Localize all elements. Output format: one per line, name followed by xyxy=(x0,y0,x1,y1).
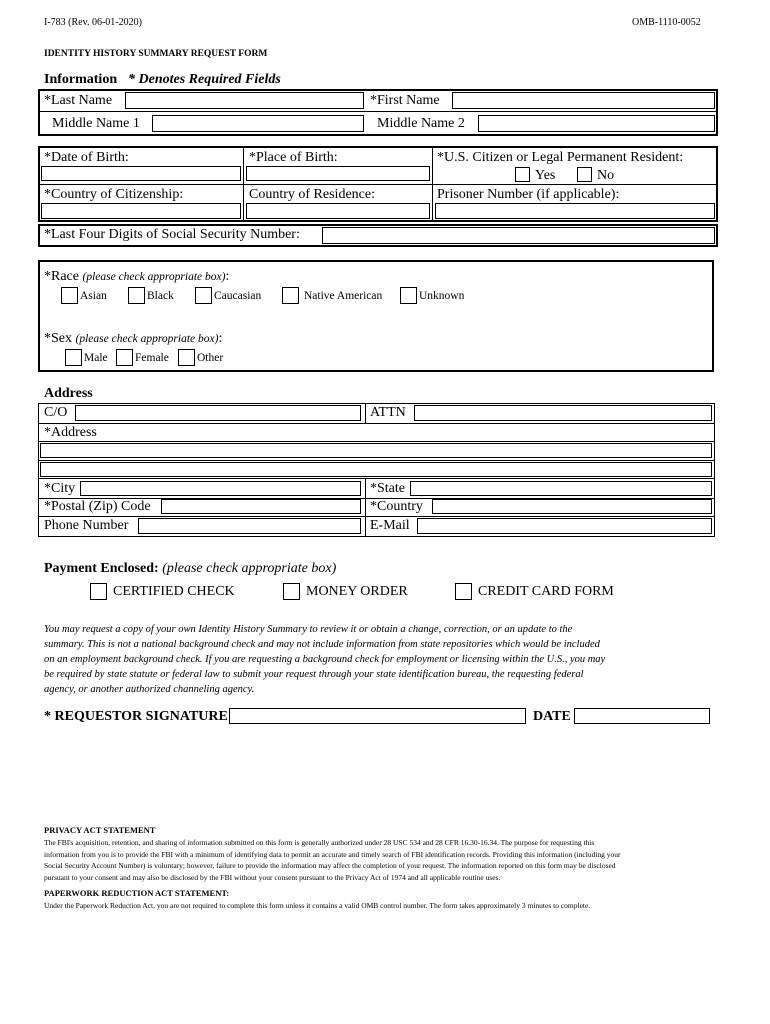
notice-line: be required by state statute or federal law to submit your request through your state identification bureau, the requesting federal xyxy=(44,669,584,680)
race-caucasian-checkbox[interactable] xyxy=(195,287,212,304)
dob-input[interactable] xyxy=(41,166,241,181)
race-asian-label: Asian xyxy=(80,290,107,302)
email-input[interactable] xyxy=(417,518,712,534)
sex-other-checkbox[interactable] xyxy=(178,349,195,366)
sex-other-label: Other xyxy=(197,352,224,364)
sex-hint: (please check appropriate box) xyxy=(75,333,219,345)
citizen-no-checkbox[interactable] xyxy=(577,167,592,182)
privacy-line: pursuant to your consent and may also be disclosed by the FBI without your consent pursuant to the Privacy Act of 1974 and all applicable routine uses. xyxy=(44,872,501,882)
payment-hint: (please check appropriate box) xyxy=(162,561,337,576)
place-of-birth-input[interactable] xyxy=(246,166,430,181)
attn-input[interactable] xyxy=(414,405,712,421)
email-label: E-Mail xyxy=(370,518,410,533)
race-unknown-checkbox[interactable] xyxy=(400,287,417,304)
privacy-text xyxy=(44,837,734,883)
country-residence-input[interactable] xyxy=(246,203,430,219)
credit-card-form-checkbox[interactable] xyxy=(455,583,472,600)
credit-card-form-label: CREDIT CARD FORM xyxy=(478,584,614,599)
paperwork-text: Under the Paperwork Reduction Act, you are not required to complete this form unless it contains a valid OMB control number. The form takes approximately 3 minutes to complete. xyxy=(44,901,591,910)
info-heading: Information xyxy=(44,72,118,87)
postal-input[interactable] xyxy=(161,499,361,514)
race-caucasian-label: Caucasian xyxy=(214,290,262,302)
city-label: *City xyxy=(44,481,76,496)
middle-name-1-input[interactable] xyxy=(152,115,364,132)
signature-label: * REQUESTOR SIGNATURE xyxy=(44,709,228,724)
privacy-title: PRIVACY ACT STATEMENT xyxy=(44,825,156,835)
race-colon: : xyxy=(225,269,230,284)
ssn-label: *Last Four Digits of Social Security Number: xyxy=(44,227,300,242)
required-note: * Denotes Required Fields xyxy=(128,72,281,87)
postal-label: *Postal (Zip) Code xyxy=(44,499,151,514)
date-label: DATE xyxy=(533,709,571,724)
middle-name-2-input[interactable] xyxy=(478,115,715,132)
citizen-no-label: No xyxy=(597,168,615,183)
notice-line: agency, or another authorized channeling agency. xyxy=(44,684,255,695)
phone-label: Phone Number xyxy=(44,518,129,533)
country-label: *Country xyxy=(370,499,423,514)
race-native-american-checkbox[interactable] xyxy=(282,287,299,304)
race-unknown-label: Unknown xyxy=(419,290,465,302)
privacy-line: information from you is to provide the FBI with a minimum of identifying data to permit an accurate and timely search of FBI identification records. Providing this information (including your xyxy=(44,849,621,859)
sex-male-label: Male xyxy=(84,352,108,364)
dob-label: *Date of Birth: xyxy=(44,150,129,165)
signature-input[interactable] xyxy=(229,708,526,724)
address-line-2-input[interactable] xyxy=(40,462,712,477)
sex-colon: : xyxy=(218,331,223,346)
country-residence-label: Country of Residence: xyxy=(249,187,375,202)
state-input[interactable] xyxy=(410,481,712,496)
state-label: *State xyxy=(370,481,405,496)
citizen-label: *U.S. Citizen or Legal Permanent Resident: xyxy=(437,150,684,165)
paperwork-title: PAPERWORK REDUCTION ACT STATEMENT: xyxy=(44,888,230,898)
race-black-checkbox[interactable] xyxy=(128,287,145,304)
sex-female-checkbox[interactable] xyxy=(116,349,133,366)
sex-label-group xyxy=(44,331,222,347)
country-citizenship-input[interactable] xyxy=(41,203,241,219)
payment-label: Payment Enclosed: xyxy=(44,561,159,576)
place-of-birth-label: *Place of Birth: xyxy=(249,150,338,165)
co-label: C/O xyxy=(44,405,68,420)
country-input[interactable] xyxy=(432,499,712,514)
prisoner-number-label: Prisoner Number (if applicable): xyxy=(437,187,620,202)
sex-label: *Sex xyxy=(44,331,72,346)
certified-check-label: CERTIFIED CHECK xyxy=(113,584,235,599)
payment-group xyxy=(44,561,336,577)
certified-check-checkbox[interactable] xyxy=(90,583,107,600)
citizen-yes-checkbox[interactable] xyxy=(515,167,530,182)
citizen-yes-label: Yes xyxy=(535,168,556,183)
race-black-label: Black xyxy=(147,290,174,302)
money-order-checkbox[interactable] xyxy=(283,583,300,600)
omb-number: OMB-1110-0052 xyxy=(632,17,701,28)
middle-name-1-label: Middle Name 1 xyxy=(52,116,140,131)
privacy-line: The FBI's acquisition, retention, and sharing of information submitted on this form is generally authorized under 28 USC 534 and 28 CFR 16.30-16.34. The purpose for requesting this xyxy=(44,838,595,847)
last-name-input[interactable] xyxy=(125,92,364,109)
form-title: IDENTITY HISTORY SUMMARY REQUEST FORM xyxy=(44,49,268,59)
race-native-american-label: Native American xyxy=(304,290,383,302)
country-citizenship-label: *Country of Citizenship: xyxy=(44,187,184,202)
race-hint: (please check appropriate box) xyxy=(82,271,226,283)
date-input[interactable] xyxy=(574,708,710,724)
address-label: *Address xyxy=(44,425,97,440)
sex-male-checkbox[interactable] xyxy=(65,349,82,366)
address-heading: Address xyxy=(44,386,93,401)
first-name-input[interactable] xyxy=(452,92,715,109)
phone-input[interactable] xyxy=(138,518,361,534)
notice-paragraph xyxy=(44,622,734,697)
attn-label: ATTN xyxy=(370,405,406,420)
sex-female-label: Female xyxy=(135,352,169,364)
race-label-group xyxy=(44,269,229,285)
privacy-line: Social Security Account Number) is voluntary; however, failure to provide the information may affect the completion of your request. The information reported on this form may be disclosed xyxy=(44,861,616,870)
ssn-input[interactable] xyxy=(322,227,715,244)
notice-line: on an employment background check. If you are requesting a background check for employment or licensing within the U.S., you may xyxy=(44,654,606,665)
last-name-label: *Last Name xyxy=(44,93,113,108)
city-input[interactable] xyxy=(80,481,361,496)
money-order-label: MONEY ORDER xyxy=(306,584,408,599)
prisoner-number-input[interactable] xyxy=(435,203,715,219)
address-line-1-input[interactable] xyxy=(40,443,712,458)
co-input[interactable] xyxy=(75,405,361,421)
middle-name-2-label: Middle Name 2 xyxy=(377,116,465,131)
notice-line: summary. This is not a national background check and may not include information from state repositories which would be included xyxy=(44,639,600,650)
first-name-label: *First Name xyxy=(370,93,440,108)
form-number: I-783 (Rev. 06-01-2020) xyxy=(44,17,142,28)
race-asian-checkbox[interactable] xyxy=(61,287,78,304)
notice-line: You may request a copy of your own Identity History Summary to review it or obtain a change, correction, or an update to the xyxy=(44,624,573,635)
race-label: *Race xyxy=(44,269,79,284)
